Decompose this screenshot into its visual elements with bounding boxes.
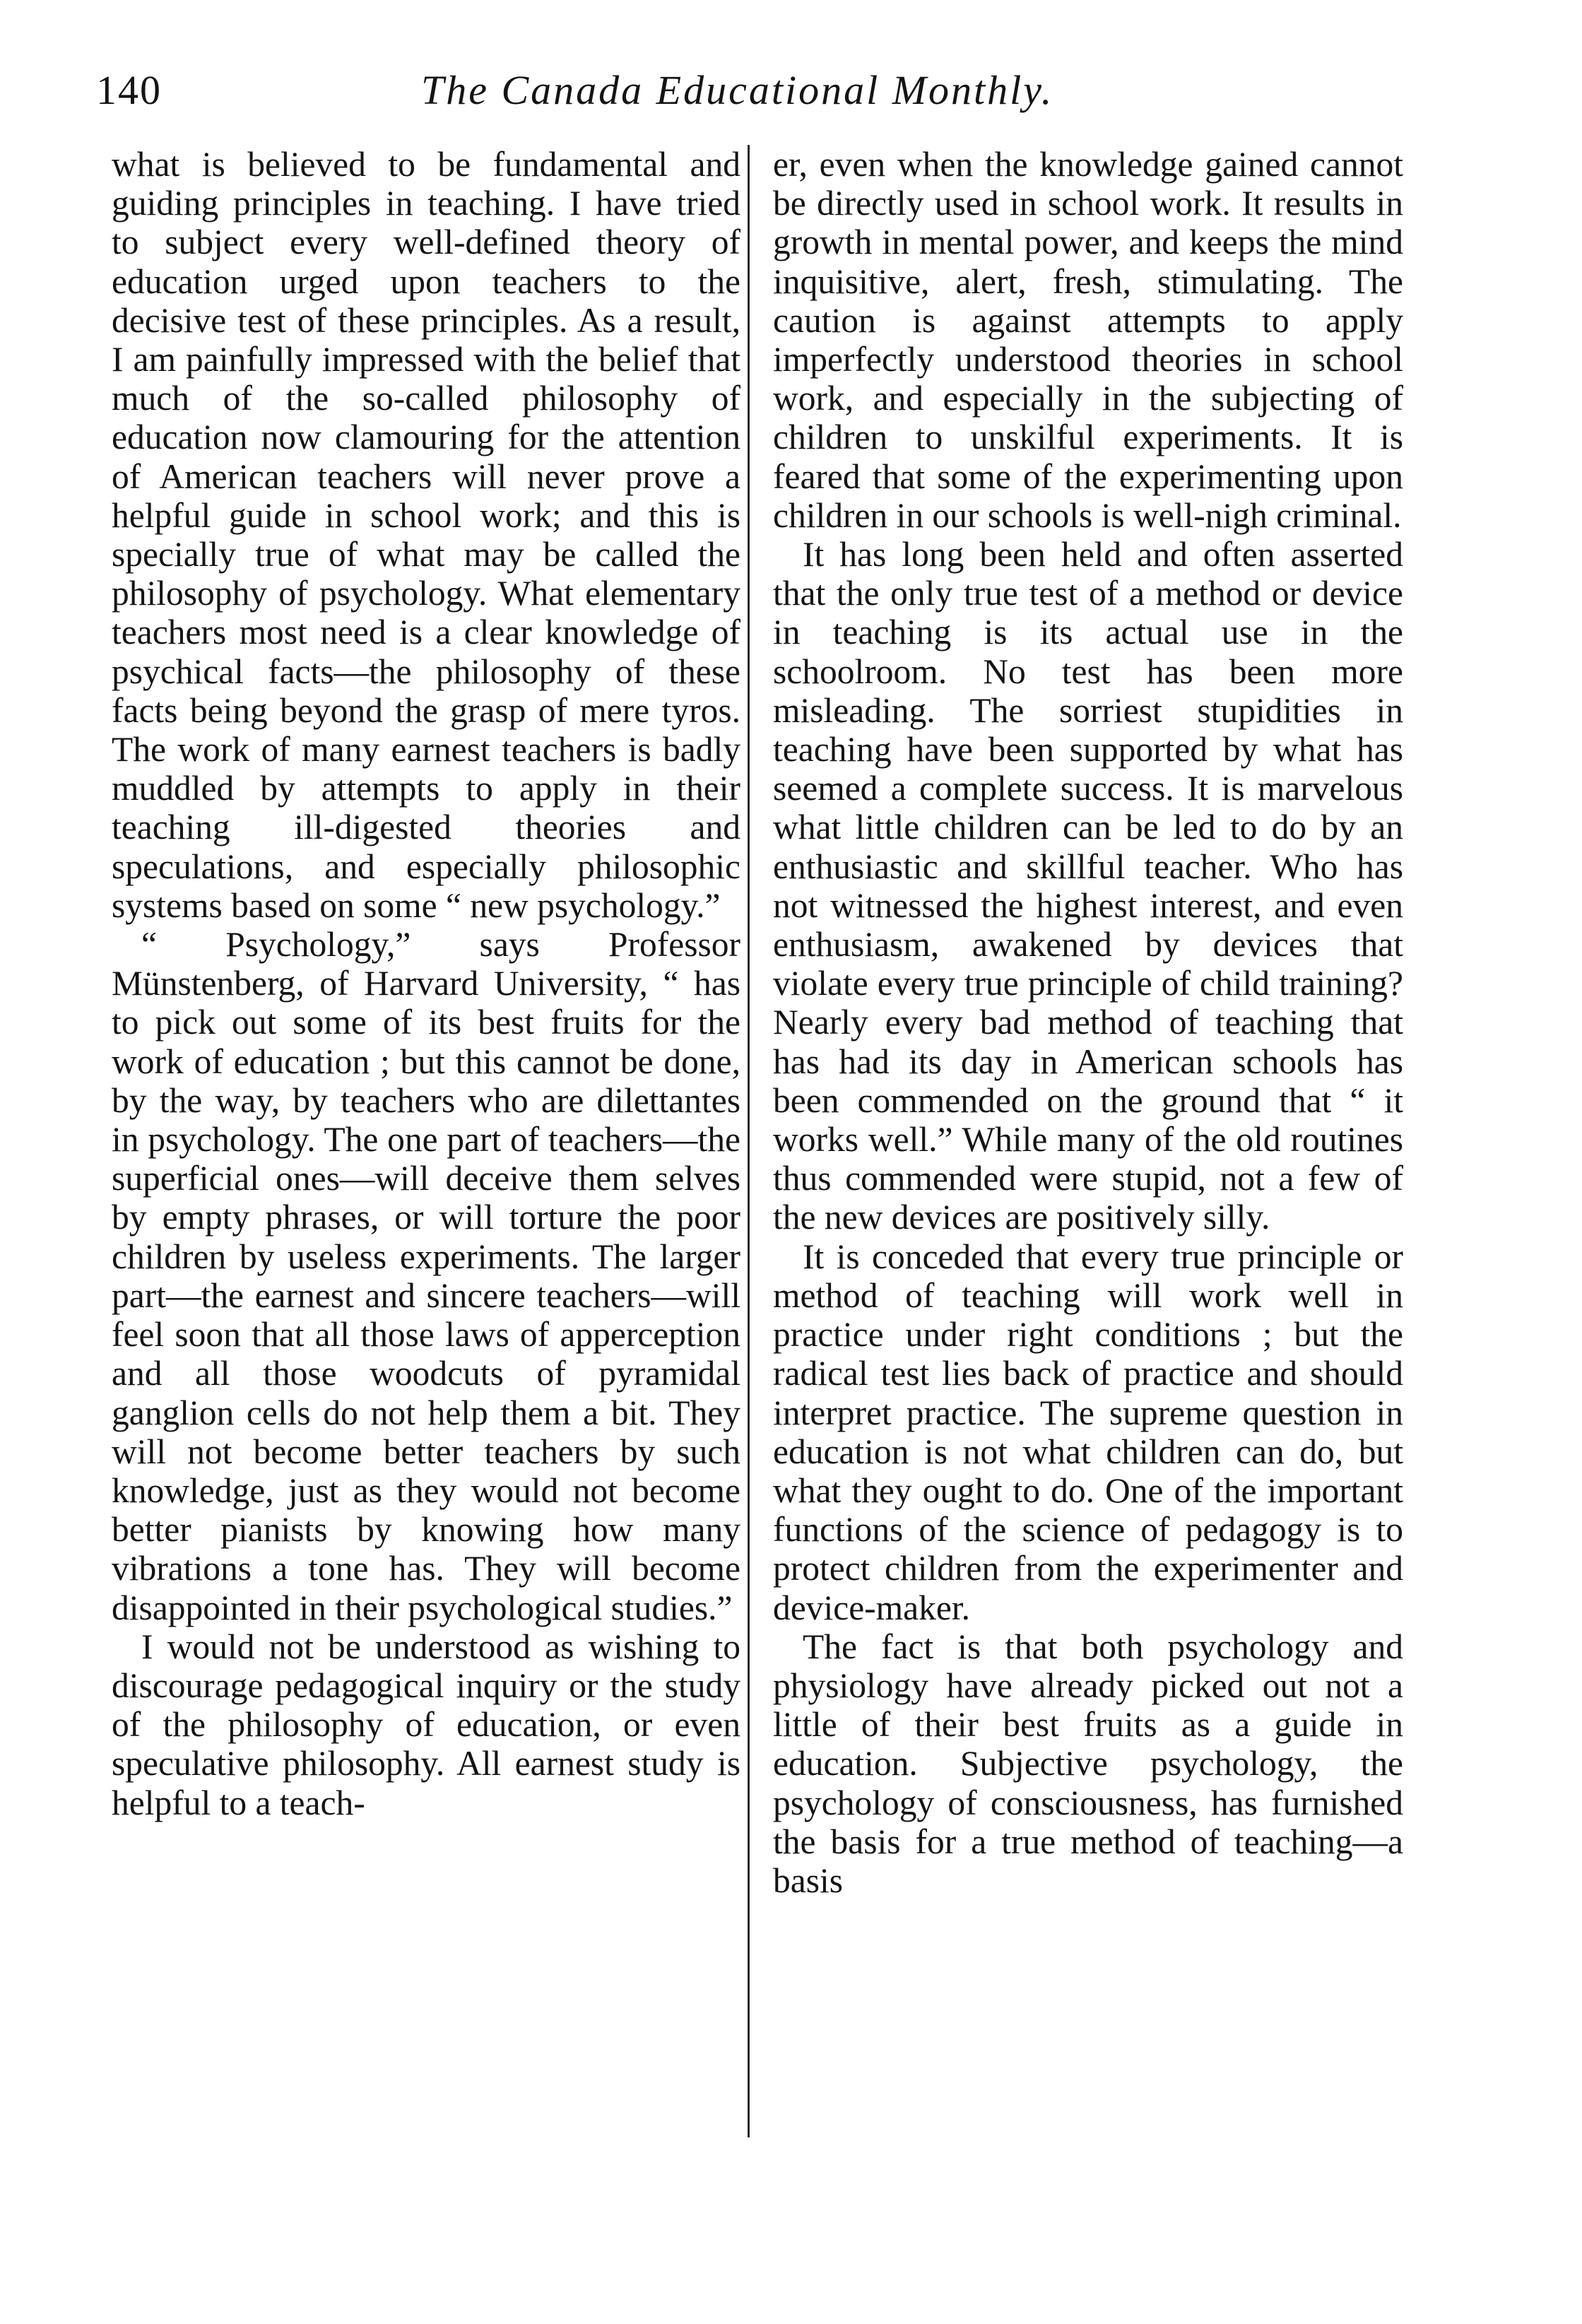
right-paragraph-4: The fact is that both psychology and physiology have already picked out not a little of their best fruits as a guide in education. Subjective psychology, the psychology of consciousness, has furnished the basis for a true method of teaching—a basis — [773, 1627, 1403, 1900]
left-paragraph-2: “ Psychology,” says Professor Münstenberg, of Harvard University, “ has to pick out some of its best fruits for the work of education ; but this cannot be done, by the way, by teachers who are dilettantes in psychology. The one part of teachers—the superficial ones—will deceive them selves by empty phrases, or will torture the poor children by useless experiments. The larger part—the earnest and sincere teachers—will feel soon that all those laws of apperception and all those woodcuts of pyramidal ganglion cells do not help them a bit. They will not become better teachers by such knowledge, just as they would not become better pianists by knowing how many vibrations a tone has. They will become disappointed in their psychological studies.” — [112, 925, 740, 1627]
right-paragraph-3: It is conceded that every true principle or method of teaching will work well in practice under right conditions ; but the radical test lies back of practice and should interpret practice. The supreme question in education is not what children can do, but what they ought to do. One of the important functions of the science of pedagogy is to protect children from the experimenter and device-maker. — [773, 1237, 1403, 1627]
page-number: 140 — [96, 67, 162, 113]
right-paragraph-2: It has long been held and often asserted that the only true test of a method or device in teaching is its actual use in the schoolroom. No test has been more misleading. The sorriest stupidities in teaching have been supported by what has seemed a complete success. It is marvelous what little children can be led to do by an enthusiastic and skillful teacher. Who has not witnessed the highest interest, and even enthusiasm, awakened by devices that violate every true principle of child training? Nearly every bad method of teaching that has had its day in American schools has been commended on the ground that “ it works well.” While many of the old routines thus commended were stupid, not a few of the new devices are positively silly. — [773, 535, 1403, 1237]
running-title: The Canada Educational Monthly. — [421, 67, 1054, 113]
running-header — [96, 62, 1410, 119]
left-column — [112, 145, 740, 1822]
left-paragraph-3: I would not be understood as wishing to discourage pedagogical inquiry or the study of the philosophy of education, or even speculative philosophy. All earnest study is helpful to a teach- — [112, 1627, 740, 1822]
right-paragraph-1: er, even when the knowledge gained cannot be directly used in school work. It results in growth in mental power, and keeps the mind inquisitive, alert, fresh, stimulating. The caution is against attempts to apply imperfectly understood theories in school work, and especially in the subjecting of children to unskilful experiments. It is feared that some of the experimenting upon children in our schools is well-nigh criminal. — [773, 145, 1403, 535]
left-paragraph-1: what is believed to be fundamental and guiding principles in teaching. I have tried to subject every well-defined theory of education urged upon teachers to the decisive test of these principles. As a result, I am painfully impressed with the belief that much of the so-called philosophy of education now clamouring for the attention of American teachers will never prove a helpful guide in school work; and this is specially true of what may be called the philosophy of psychology. What elementary teachers most need is a clear knowledge of psychical facts—the philosophy of these facts being beyond the grasp of mere tyros. The work of many earnest teachers is badly muddled by attempts to apply in their teaching ill-digested theories and speculations, and especially philosophic systems based on some “ new psychology.” — [112, 145, 740, 925]
column-divider — [748, 145, 750, 2137]
right-column — [773, 145, 1403, 1900]
